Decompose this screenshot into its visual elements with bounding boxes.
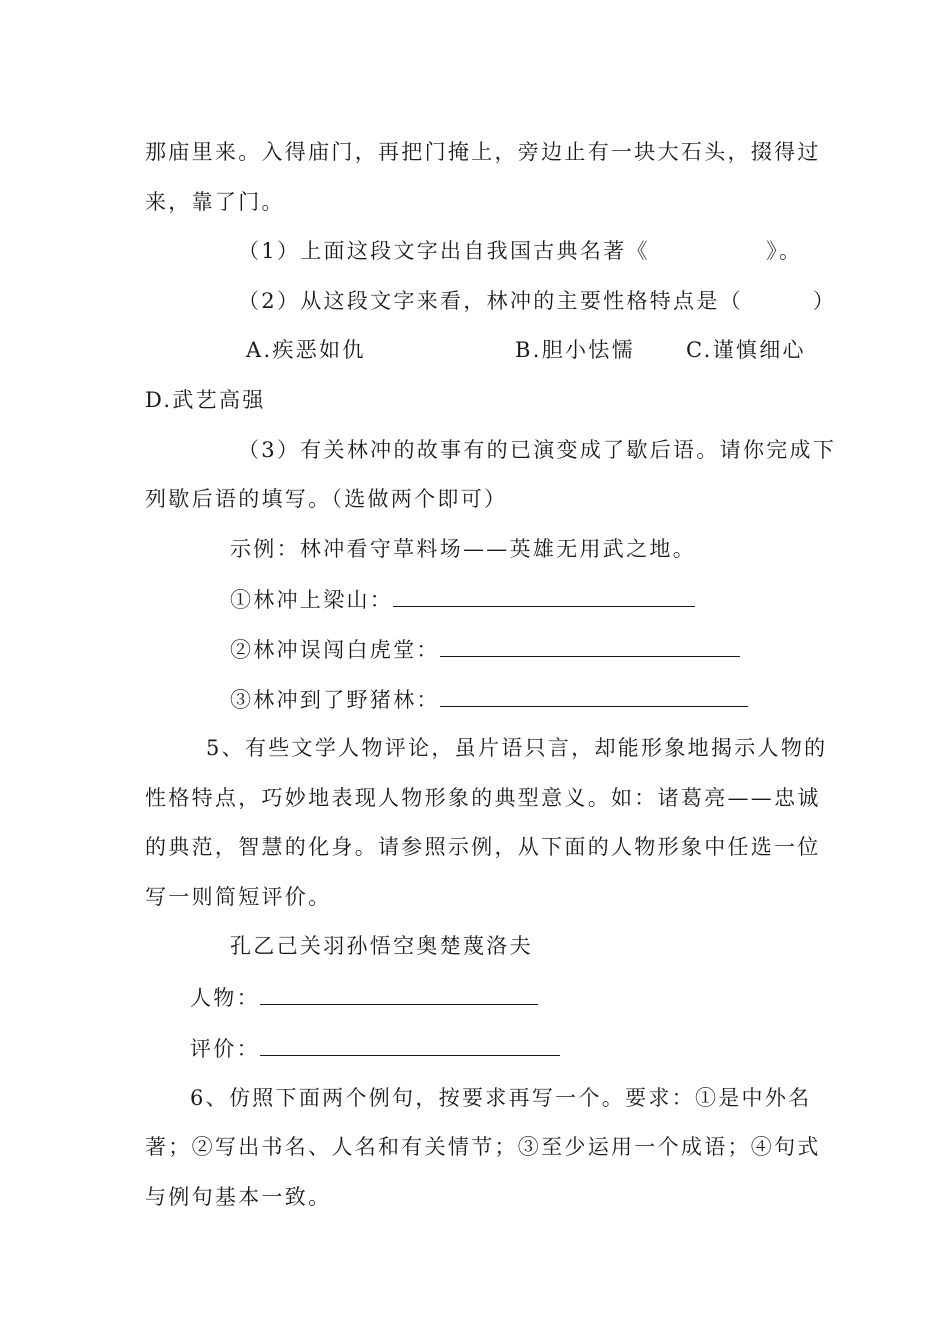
option-b: B.胆小怯懦: [515, 338, 635, 362]
intro-line-1: 那庙里来。入得庙门，再把门掩上，旁边止有一块大石头，掇得过: [145, 140, 821, 164]
item-3-label: ③林冲到了野猪林：: [230, 688, 440, 712]
question-6-line-2: 著；②写出书名、人名和有关情节；③至少运用一个成语；④句式: [145, 1135, 821, 1159]
review-blank[interactable]: [260, 1033, 560, 1056]
question-6-line-3: 与例句基本一致。: [145, 1185, 332, 1209]
person-row: [190, 982, 805, 1012]
item-3-blank[interactable]: [440, 684, 748, 707]
character-list: 孔乙己关羽孙悟空奥楚蔑洛夫: [230, 934, 533, 958]
item-2-blank[interactable]: [440, 634, 740, 657]
review-row: [190, 1033, 805, 1063]
example-line: 示例：林冲看守草料场——英雄无用武之地。: [230, 537, 696, 561]
question-5-line-2: 性格特点，巧妙地表现人物形象的典型意义。如：诸葛亮——忠诚: [145, 786, 821, 810]
question-5-line-1: 5、有些文学人物评论，虽片语只言，却能形象地揭示人物的: [206, 736, 828, 760]
review-label: 评价：: [190, 1037, 260, 1061]
option-c: C.谨慎细心: [686, 338, 806, 362]
item-2-label: ②林冲误闯白虎堂：: [230, 638, 440, 662]
person-label: 人物：: [190, 986, 260, 1010]
question-2: （2）从这段文字来看，林冲的主要性格特点是（ ）: [238, 289, 837, 313]
item-1-row: [230, 584, 805, 614]
option-d: D.武艺高强: [145, 388, 266, 412]
person-blank[interactable]: [260, 982, 538, 1005]
item-2-row: [230, 634, 805, 664]
question-5-line-4: 写一则简短评价。: [145, 885, 332, 909]
item-3-row: [230, 684, 805, 714]
item-1-blank[interactable]: [393, 584, 695, 607]
intro-line-2: 来，靠了门。: [145, 190, 285, 214]
question-1: （1）上面这段文字出自我国古典名著《 》。: [238, 239, 803, 263]
question-3-line-2: 列歇后语的填写。（选做两个即可）: [145, 487, 508, 511]
question-6-line-1: 6、仿照下面两个例句，按要求再写一个。要求：①是中外名: [190, 1086, 812, 1110]
options-row: [0, 335, 950, 365]
item-1-label: ①林冲上梁山：: [230, 588, 394, 612]
question-3-line-1: （3）有关林冲的故事有的已演变成了歇后语。请你完成下: [238, 438, 837, 462]
option-a: A.疾恶如仇: [246, 338, 366, 362]
question-5-line-3: 的典范，智慧的化身。请参照示例，从下面的人物形象中任选一位: [145, 835, 821, 859]
